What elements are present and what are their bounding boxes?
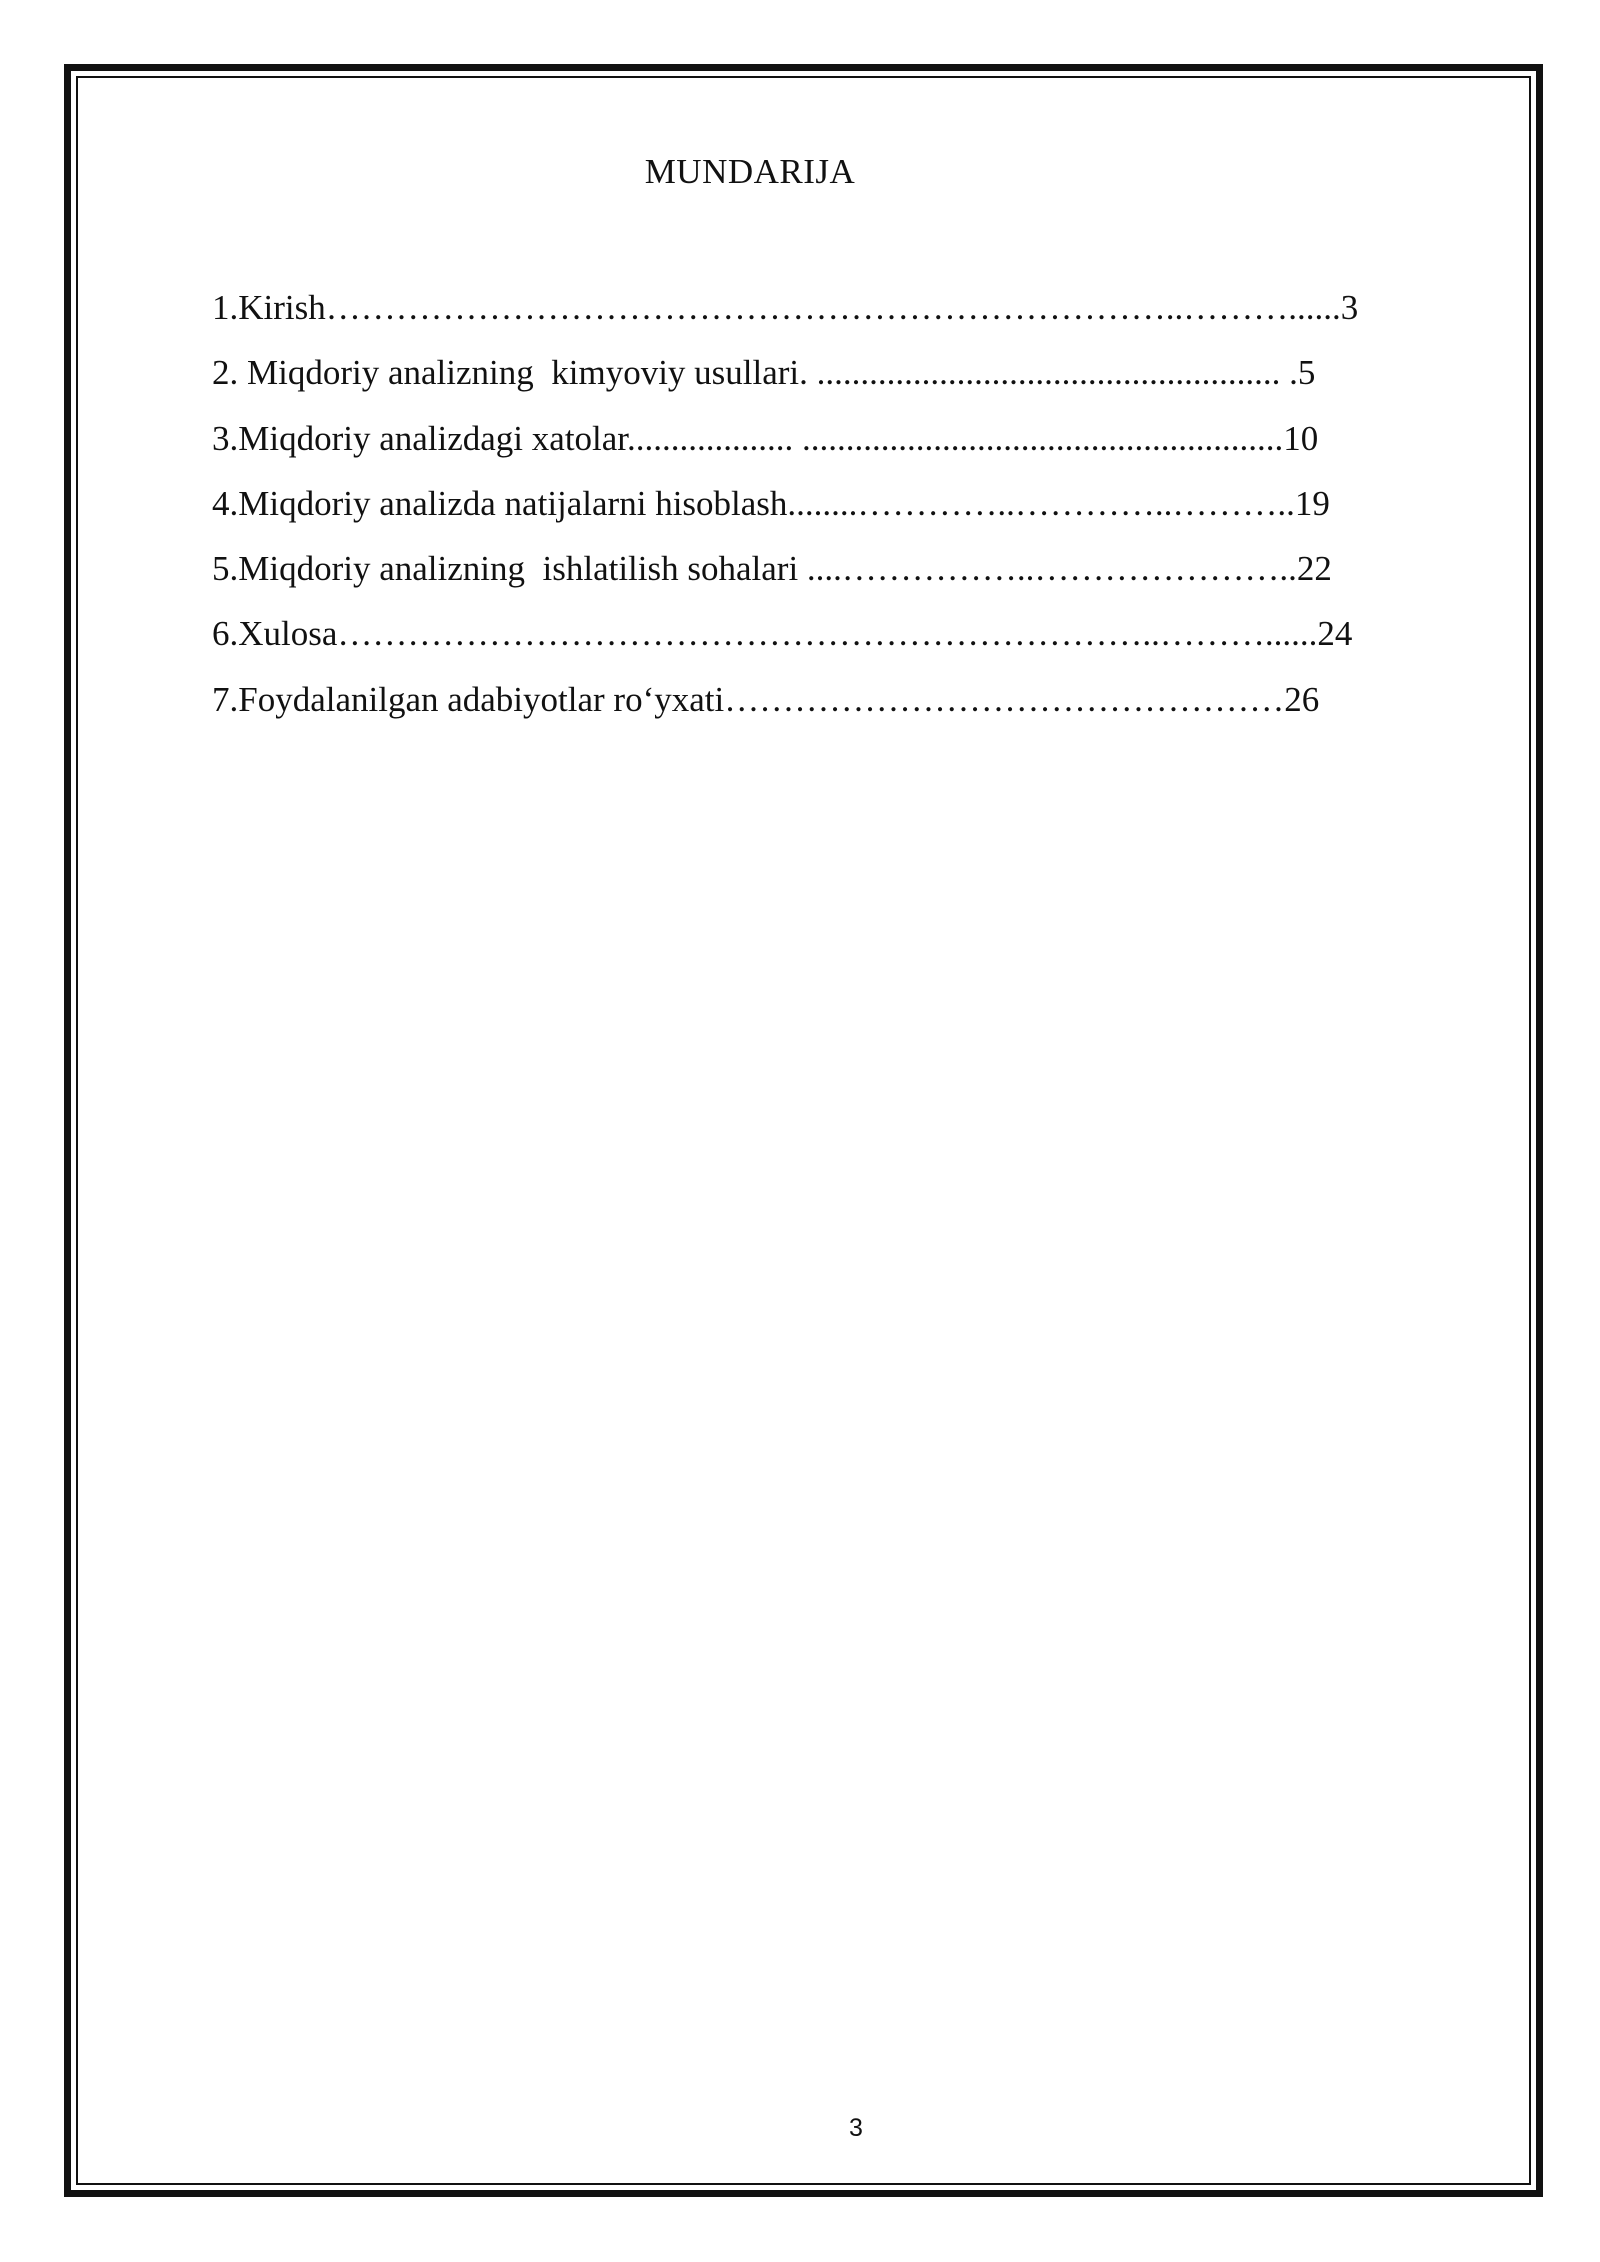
toc-entry-page: 3 <box>1340 288 1359 327</box>
toc-entry[interactable] <box>212 543 1412 608</box>
toc-entry-leader: ……………………………………………………………..………...... <box>337 614 1318 654</box>
toc-entry[interactable] <box>212 282 1412 347</box>
toc-entry-text: 5.Miqdoriy analizning ishlatilish sohalari <box>212 549 799 589</box>
table-of-contents <box>212 282 1412 739</box>
toc-entry-leader: ..................................................... . <box>807 353 1298 393</box>
toc-entry-leader: ................... ....................................................... <box>627 418 1284 458</box>
toc-entry-text: 7.Foydalanilgan adabiyotlar ro‘yxati <box>212 679 725 719</box>
toc-entry[interactable] <box>212 674 1412 739</box>
toc-entry-text: 3.Miqdoriy analizdagi xatolar <box>212 418 628 458</box>
toc-entry-text: 2. Miqdoriy analizning kimyoviy usullari. <box>212 353 808 393</box>
toc-entry-page: 5 <box>1297 353 1316 393</box>
toc-entry-page: 22 <box>1296 549 1332 589</box>
toc-entry-text: 6.Xulosa <box>212 614 338 654</box>
toc-entry-page: 19 <box>1294 483 1330 523</box>
toc-entry-text: 1.Kirish <box>212 288 326 327</box>
toc-entry[interactable] <box>212 478 1412 543</box>
toc-entry[interactable] <box>212 347 1412 412</box>
toc-entry-leader: ....……………..………………….. <box>798 549 1297 589</box>
toc-title: MUNDARIJA <box>644 152 856 191</box>
toc-entry-leader: ........…………..…………..……….. <box>787 483 1295 523</box>
toc-entry-page: 24 <box>1317 614 1353 654</box>
toc-entry-leader: ………………………………………………………………..………...... <box>325 288 1341 327</box>
page-number: 3 <box>849 2114 863 2142</box>
toc-entry-page: 10 <box>1283 418 1319 458</box>
toc-entry[interactable] <box>212 413 1412 478</box>
toc-entry-leader: ………………………………………… <box>724 679 1285 719</box>
toc-entry-text: 4.Miqdoriy analizda natijalarni hisoblash <box>212 483 788 523</box>
toc-entry-page: 26 <box>1284 679 1320 719</box>
toc-entry[interactable] <box>212 608 1412 673</box>
